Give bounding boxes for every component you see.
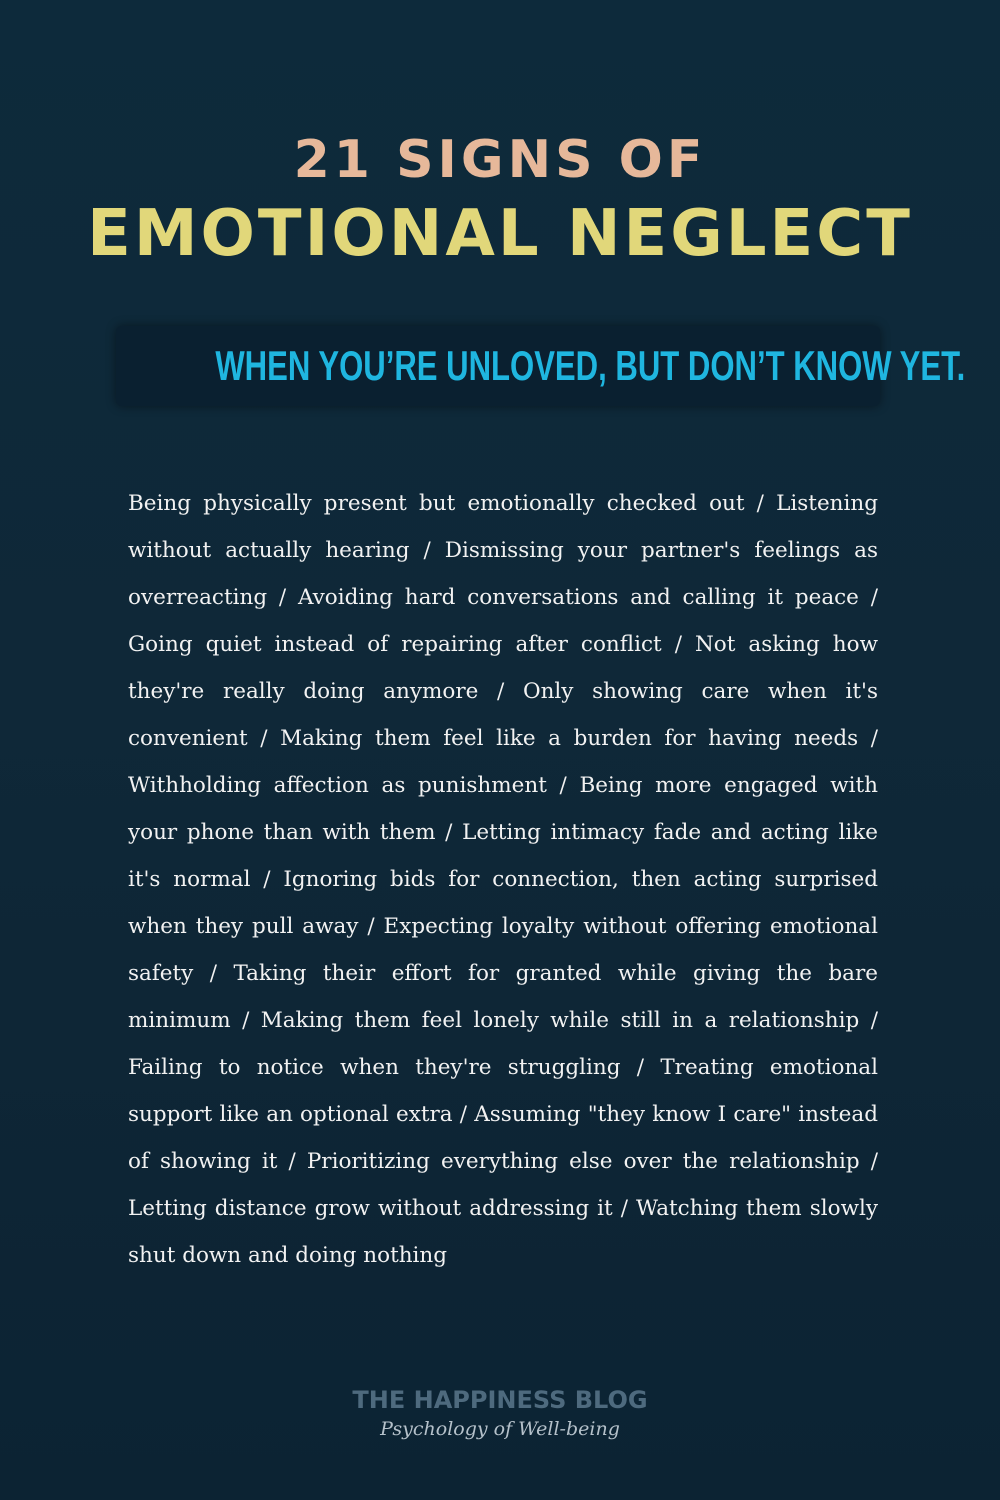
brand-name: THE HAPPINESS BLOG: [352, 1386, 648, 1414]
title-line-1: 21 SIGNS OF: [293, 130, 707, 190]
subtitle: WHEN YOU’RE UNLOVED, BUT DON’T KNOW YET.: [215, 342, 966, 389]
brand-tagline: Psychology of Well-being: [380, 1418, 620, 1440]
signs-list-text: Being physically present but emotionally checked out / Listening without actually hearing / Dismissing your partner's feelings as overreacting / Avoiding hard conversations and calling it peace / Going quiet instead of repairing after conflict / Not asking how they're really doing anymore / Only showing care when it's convenient / Making them feel like a burden for having needs / Withholding affection as punishment / Being more engaged with your phone than with them / Letting intimacy fade and acting like it's normal / Ignoring bids for connection, then acting surprised when they pull away / Expecting loyalty without offering emotional safety / Taking their effort for granted while giving the bare minimum / Making them feel lonely while still in a relationship / Failing to notice when they're struggling / Treating emotional support like an optional extra / Assuming "they know I care" instead of showing it / Prioritizing everything else over the relationship / Letting distance grow without addressing it / Watching them slowly shut down and doing nothing: [128, 491, 878, 1268]
title-line-2: EMOTIONAL NEGLECT: [87, 197, 913, 271]
subtitle-banner: [116, 326, 966, 406]
